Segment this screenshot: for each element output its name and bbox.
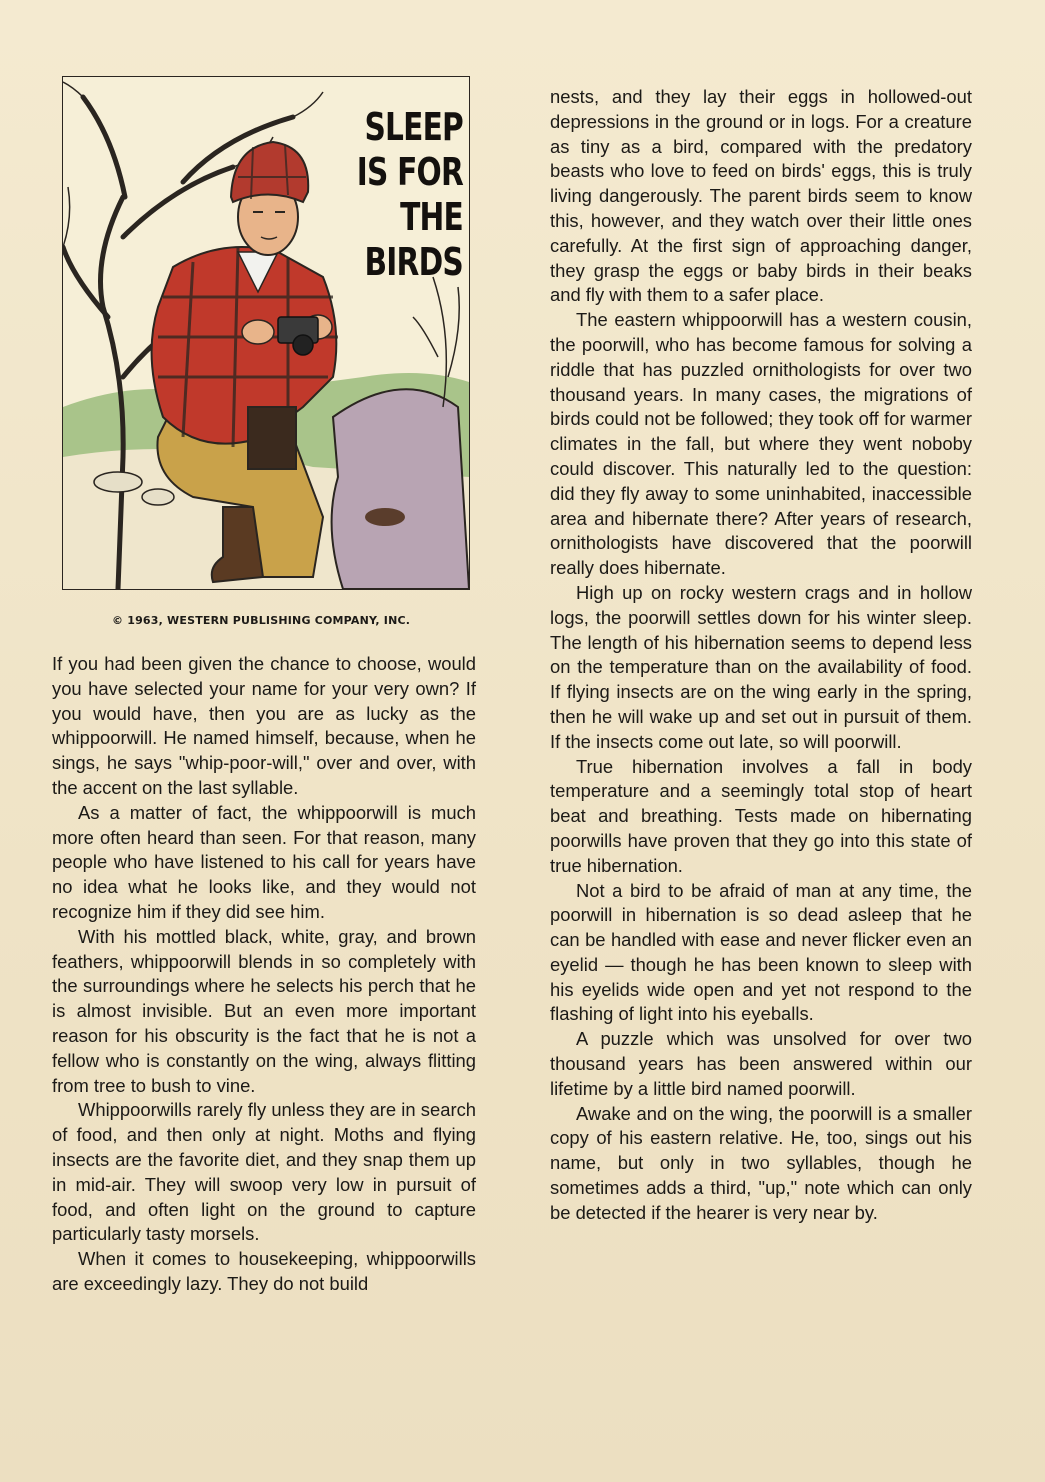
article-illustration — [62, 76, 470, 590]
paragraph: nests, and they lay their eggs in hollowed-out depressions in the ground or in logs. For a creature as tiny as a bird, compared with the predatory beasts who love to feed on birds' eggs, this is truly living dangerously. The parent birds seem to know this, however, and they watch over their little ones carefully. At the first sign of approaching danger, they grasp the eggs or baby birds in their beaks and fly with them to a safer place. — [550, 86, 972, 306]
right-column — [550, 85, 972, 1226]
paragraph: Not a bird to be afraid of man at any time, the poorwill in hibernation is so dead asleep that he can be handled with ease and never flicker even an eyelid — though he has been known to sleep with his eyelids wide open and yet not respond to the flashing of light into his eyeballs. — [550, 879, 972, 1025]
paragraph: Whippoorwills rarely fly unless they are in search of food, and then only at night. Moths and flying insects are the favorite diet, and they snap them up in mid-air. They will swoop very low in pursuit of food, and often light on the ground to capture particularly tasty morsels. — [52, 1099, 476, 1245]
paragraph: If you had been given the chance to choose, would you have selected your name for your very own? If you would have, then you are as lucky as the whippoorwill. He named himself, because, when he sings, he says "whip-poor-will," over and over, with the accent on the last syllable. — [52, 653, 476, 798]
paragraph: Awake and on the wing, the poorwill is a smaller copy of his eastern relative. He, too, sings out his name, but only in two syllables, though he sometimes adds a third, "up," note which can only be detected if the hearer is very near by. — [550, 1102, 972, 1223]
left-column — [52, 652, 476, 1297]
paragraph: With his mottled black, white, gray, and brown feathers, whippoorwill blends in so completely with the surroundings where he selects his perch that he is almost invisible. But an even more important reason for his obscurity is the fact that he is not a fellow who is constantly on the wing, always flitting from tree to bush to vine. — [52, 925, 476, 1096]
article-title: SLEEP IS FOR THE BIRDS — [356, 105, 463, 284]
paragraph: A puzzle which was unsolved for over two thousand years has been answered within our lifetime by a little bird named poorwill. — [550, 1028, 972, 1099]
paragraph: When it comes to housekeeping, whippoorwills are exceedingly lazy. They do not build — [52, 1248, 476, 1294]
paragraph: As a matter of fact, the whippoorwill is much more often heard than seen. For that reason, many people who have listened to his call for years have no idea what he looks like, and they would not recognize him if they did see him. — [52, 801, 476, 922]
paragraph: High up on rocky western crags and in hollow logs, the poorwill settles down for his winter sleep. The length of his hibernation seems to depend less on the temperature than on the availability of food. If flying insects are on the wing early in the spring, then he will wake up and set out in pursuit of them. If the insects come out late, so will poorwill. — [550, 581, 972, 752]
copyright-notice: © 1963, WESTERN PUBLISHING COMPANY, INC. — [112, 614, 411, 627]
paragraph: True hibernation involves a fall in body temperature and a seemingly total stop of heart beat and breathing. Tests made on hibernating poorwills have proven that they go into this state of true hibernation. — [550, 755, 972, 876]
paragraph: The eastern whippoorwill has a western cousin, the poorwill, who has become famous for solving a riddle that has puzzled ornithologists for over two thousand years. In many cases, the migrations of birds could not be followed; they took off for warmer climates in the fall, but where they went noboby could discover. This naturally led to the question: did they fly away to some uninhabited, inaccessible area and hibernate there? After years of research, ornithologists have discovered that the poorwill really does hibernate. — [550, 309, 972, 579]
